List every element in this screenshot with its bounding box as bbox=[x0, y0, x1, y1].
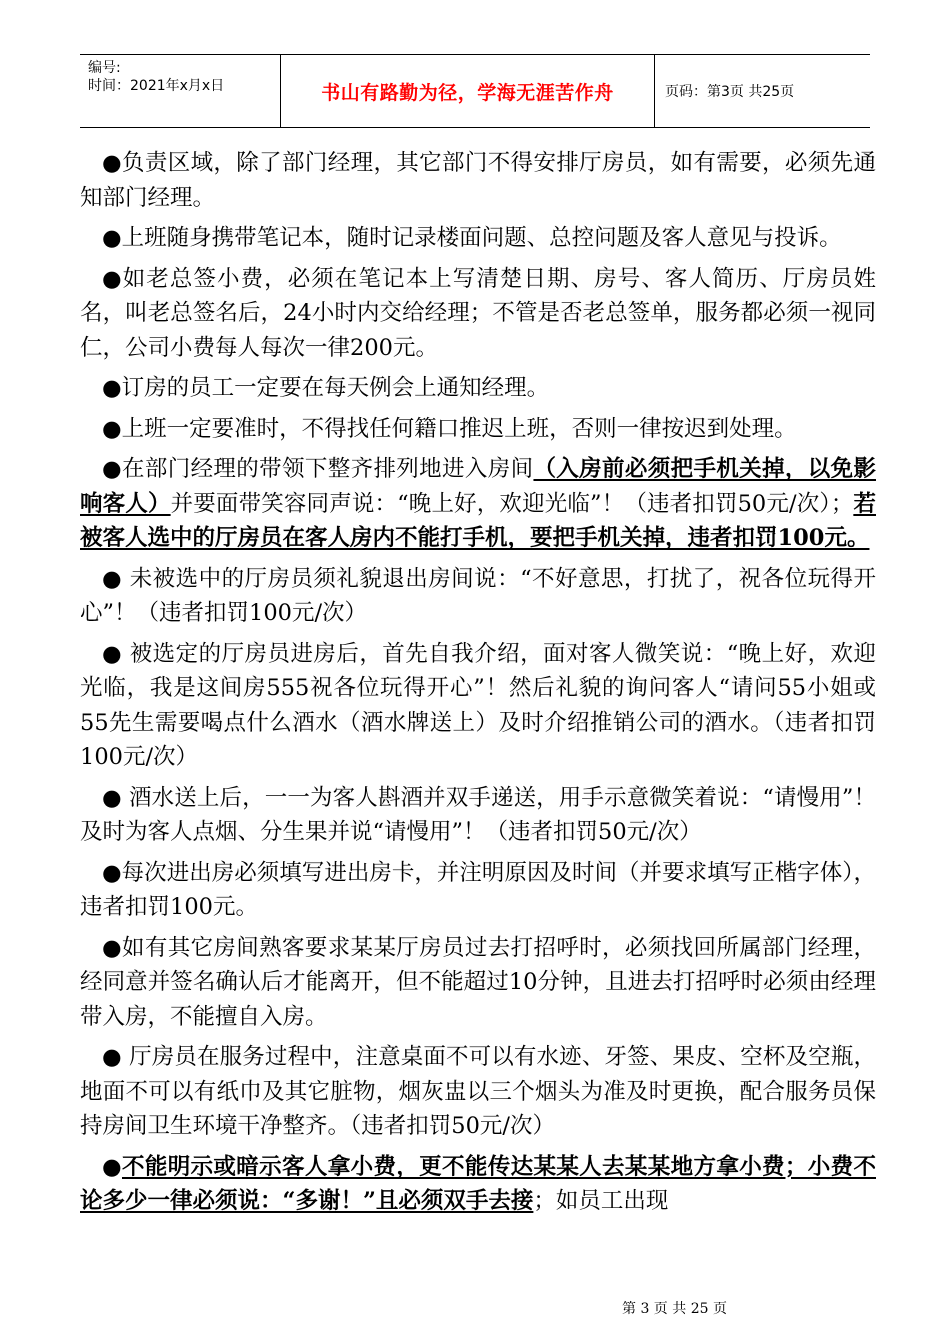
paragraph-text: 并要面带笑容同声说：“晚上好，欢迎光临”！（违者扣罚50元/次）； bbox=[170, 490, 854, 517]
paragraph-text: 上班一定要准时，不得找任何籍口推迟上班，否则一律按迟到处理。 bbox=[121, 415, 797, 442]
header-meta bbox=[80, 55, 281, 127]
bullet-icon: ● bbox=[102, 415, 122, 442]
rule-paragraph bbox=[80, 221, 876, 256]
rule-paragraph bbox=[80, 146, 876, 215]
bullet-icon: ● bbox=[102, 859, 122, 886]
rule-paragraph bbox=[80, 262, 876, 366]
paragraph-text: 如老总签小费，必须在笔记本上写清楚日期、房号、客人简历、厅房员姓名，叫老总签名后，24小时内交给经理；不管是否老总签单，服务都必须一视同仁，公司小费每人每次一律200元。 bbox=[80, 265, 876, 361]
page-header bbox=[80, 54, 870, 128]
bullet-icon: ● bbox=[102, 1153, 122, 1180]
rule-paragraph bbox=[80, 562, 876, 631]
bullet-icon: ● bbox=[102, 375, 122, 401]
paragraph-text: 厅房员在服务过程中，注意桌面不可以有水迹、牙签、果皮、空杯及空瓶，地面不可以有纸巾及其它脏物，烟灰盅以三个烟头为准及时更换，配合服务员保持房间卫生环境干净整齐。（违者扣罚50元/次） bbox=[80, 1044, 876, 1139]
paragraph-text: 酒水送上后，一一为客人斟酒并双手递送，用手示意微笑着说：“请慢用”！及时为客人点烟、分生果并说“请慢用”！（违者扣罚50元/次） bbox=[80, 784, 876, 845]
document-number-label: 编号: bbox=[88, 60, 121, 76]
rule-paragraph bbox=[80, 931, 876, 1035]
document-date-label: 时间：2021年x月x日 bbox=[88, 78, 225, 94]
paragraph-text: 上班随身携带笔记本，随时记录楼面问题、总控问题及客人意见与投诉。 bbox=[121, 225, 842, 251]
bullet-icon: ● bbox=[102, 565, 130, 592]
header-page-number: 页码：第3页 共25页 bbox=[665, 84, 795, 100]
rule-paragraph bbox=[80, 1150, 876, 1219]
bullet-icon: ● bbox=[102, 784, 130, 811]
paragraph-text: 在部门经理的带领下整齐排列地进入房间 bbox=[122, 456, 534, 482]
bullet-icon: ● bbox=[102, 456, 122, 482]
bullet-icon: ● bbox=[102, 1044, 130, 1070]
bullet-icon: ● bbox=[102, 225, 122, 251]
paragraph-text: 被选定的厅房员进房后，首先自我介绍，面对客人微笑说：“晚上好，欢迎光临，我是这间房555祝各位玩得开心”！然后礼貌的询问客人“请问55小姐或55先生需要喝点什么酒水（酒水牌送上）及时介绍推销公司的酒水。（违者扣罚100元/次） bbox=[80, 640, 876, 770]
emphasized-text: 若被客人选中的厅房员在客人房内不能打手机，要把手机关掉，违者扣罚100元。 bbox=[80, 490, 876, 551]
rule-paragraph bbox=[80, 856, 876, 925]
emphasized-text: （入房前必须把手机关掉，以免影响客人） bbox=[80, 456, 876, 517]
paragraph-text: 如有其它房间熟客要求某某厅房员过去打招呼时，必须找回所属部门经理，经同意并签名确认后才能离开，但不能超过10分钟，且进去打招呼时必须由经理带入房，不能擅自入房。 bbox=[80, 934, 876, 1030]
bullet-icon: ● bbox=[102, 150, 122, 176]
document-body bbox=[80, 146, 876, 1225]
page-footer: 第 3 页 共 25 页 bbox=[622, 1301, 727, 1317]
bullet-icon: ● bbox=[102, 640, 130, 667]
paragraph-text: 订房的员工一定要在每天例会上通知经理。 bbox=[121, 375, 550, 401]
paragraph-text: 未被选中的厅房员须礼貌退出房间说：“不好意思，打扰了，祝各位玩得开心”！（违者扣罚100元/次） bbox=[80, 565, 876, 626]
paragraph-text: 负责区域，除了部门经理，其它部门不得安排厅房员，如有需要，必须先通知部门经理。 bbox=[80, 150, 876, 211]
emphasized-text: 不能明示或暗示客人拿小费，更不能传达某某人去某某地方拿小费；小费不论多少一律必须说：“多谢！”且必须双手去接 bbox=[80, 1153, 876, 1214]
rule-paragraph bbox=[80, 637, 876, 775]
paragraph-text: ；如员工出现 bbox=[533, 1188, 669, 1214]
bullet-icon: ● bbox=[102, 934, 122, 961]
rule-paragraph bbox=[80, 781, 876, 850]
paragraph-text: 每次进出房必须填写进出房卡，并注明原因及时间（并要求填写正楷字体），违者扣罚100元。 bbox=[80, 859, 876, 920]
rule-paragraph bbox=[80, 412, 876, 447]
bullet-icon: ● bbox=[102, 265, 123, 292]
rule-paragraph bbox=[80, 452, 876, 556]
header-motto: 书山有路勤为径，学海无涯苦作舟 bbox=[281, 55, 655, 127]
rule-paragraph bbox=[80, 371, 876, 406]
rule-paragraph bbox=[80, 1040, 876, 1144]
